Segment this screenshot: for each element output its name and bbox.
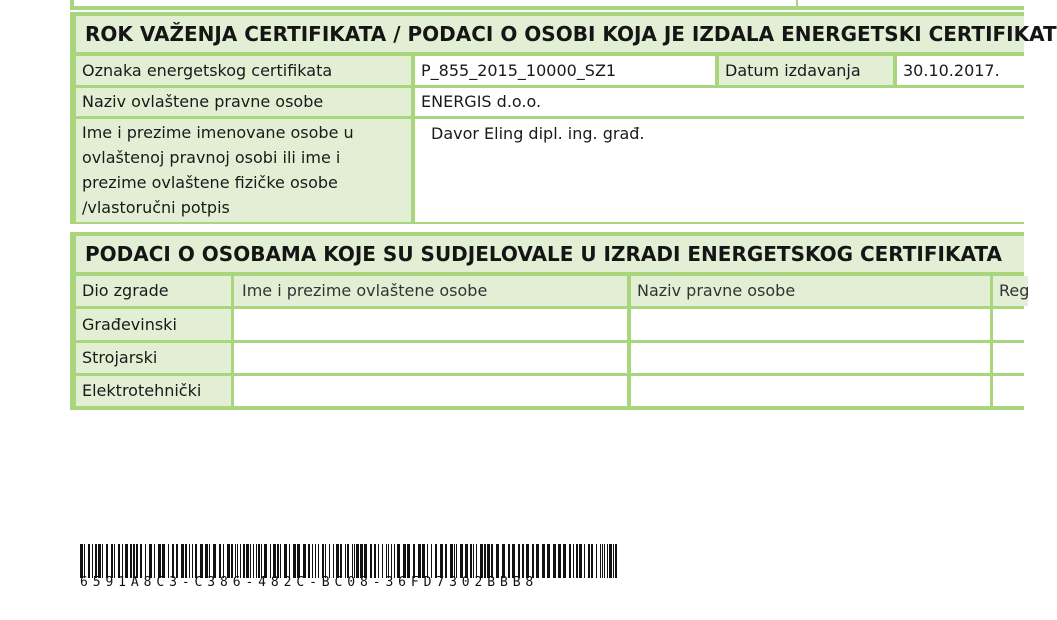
barcode-bar bbox=[508, 544, 510, 578]
barcode-bar bbox=[185, 544, 187, 578]
barcode-bar bbox=[512, 544, 515, 578]
table-cell bbox=[631, 343, 990, 373]
barcode-bar bbox=[84, 544, 85, 578]
barcode-bar bbox=[602, 544, 603, 578]
barcode-bar bbox=[573, 544, 574, 578]
authorized-person-label-line: Ime i prezime imenovane osobe u bbox=[82, 123, 354, 142]
barcode-bar bbox=[431, 544, 432, 578]
previous-section-fragment bbox=[70, 0, 1024, 10]
barcode-bar bbox=[518, 544, 520, 578]
barcode-bar bbox=[491, 544, 493, 578]
participants-section bbox=[70, 232, 1030, 410]
barcode-bar bbox=[403, 544, 406, 578]
barcode-bar bbox=[370, 544, 372, 578]
barcode-bar bbox=[253, 544, 254, 578]
barcode-bar bbox=[106, 544, 108, 578]
barcode-bar bbox=[394, 544, 395, 578]
barcode-bar bbox=[526, 544, 529, 578]
cert-number-value: P_855_2015_10000_SZ1 bbox=[415, 56, 715, 85]
section-title-validity: ROK VAŽENJA CERTIFIKATA / PODACI O OSOBI KOJA JE IZDALA ENERGETSKI CERTIFIKAT bbox=[76, 16, 1024, 52]
barcode-bar bbox=[205, 544, 208, 578]
barcode-bar bbox=[80, 544, 83, 578]
barcode-bar bbox=[386, 544, 387, 578]
barcode-bar bbox=[277, 544, 279, 578]
barcode-bar bbox=[374, 544, 376, 578]
barcode-bar bbox=[261, 544, 262, 578]
barcode-bar bbox=[227, 544, 230, 578]
barcode-bar bbox=[470, 544, 472, 578]
barcode-bar bbox=[460, 544, 463, 578]
barcode-bar bbox=[615, 544, 617, 578]
barcode-bar bbox=[563, 544, 566, 578]
issue-date-label: Datum izdavanja bbox=[719, 56, 893, 85]
barcode-bar bbox=[122, 544, 123, 578]
barcode-bar bbox=[487, 544, 490, 578]
column-header-legal-entity: Naziv pravne osobe bbox=[631, 276, 990, 306]
barcode-bar bbox=[502, 544, 505, 578]
barcode-bar bbox=[111, 544, 113, 578]
barcode-bar bbox=[427, 544, 428, 578]
barcode-bar bbox=[476, 544, 477, 578]
barcode-bar bbox=[293, 544, 296, 578]
barcode-bar bbox=[547, 544, 550, 578]
barcode-bar bbox=[243, 544, 245, 578]
barcode-bar bbox=[600, 544, 601, 578]
barcode-bar bbox=[145, 544, 146, 578]
barcode-bar bbox=[181, 544, 184, 578]
barcode-bar bbox=[454, 544, 455, 578]
barcode-bars bbox=[80, 544, 620, 578]
barcode-bar bbox=[200, 544, 203, 578]
barcode-bar bbox=[98, 544, 101, 578]
barcode-bar bbox=[219, 544, 221, 578]
authorized-person-label-line: /vlastoručni potpis bbox=[82, 198, 230, 217]
barcode-bar bbox=[440, 544, 443, 578]
barcode-bar bbox=[456, 544, 457, 578]
column-header-registration: Reg bbox=[993, 276, 1028, 306]
document-barcode bbox=[80, 544, 620, 592]
barcode-bar bbox=[308, 544, 310, 578]
barcode-bar bbox=[168, 544, 169, 578]
previous-section-divider bbox=[796, 0, 798, 6]
barcode-bar bbox=[315, 544, 316, 578]
barcode-bar bbox=[407, 544, 410, 578]
barcode-bar bbox=[270, 544, 271, 578]
barcode-bar bbox=[345, 544, 346, 578]
barcode-bar bbox=[158, 544, 161, 578]
barcode-bar bbox=[149, 544, 152, 578]
barcode-bar bbox=[333, 544, 334, 578]
barcode-bar bbox=[480, 544, 483, 578]
barcode-bar bbox=[246, 544, 249, 578]
barcode-bar bbox=[382, 544, 383, 578]
legal-entity-value: ENERGIS d.o.o. bbox=[415, 88, 1028, 116]
barcode-bar bbox=[280, 544, 281, 578]
barcode-bar bbox=[312, 544, 313, 578]
barcode-bar bbox=[569, 544, 571, 578]
certificate-validity-section bbox=[70, 12, 1057, 224]
barcode-bar bbox=[553, 544, 556, 578]
barcode-bar bbox=[118, 544, 120, 578]
barcode-bar bbox=[536, 544, 539, 578]
authorized-person-label-line: ovlaštenoj pravnoj osobi ili ime i bbox=[82, 148, 341, 167]
barcode-bar bbox=[347, 544, 349, 578]
barcode-bar bbox=[465, 544, 468, 578]
barcode-bar bbox=[102, 544, 103, 578]
barcode-bar bbox=[607, 544, 608, 578]
barcode-bar bbox=[496, 544, 499, 578]
authorized-person-label bbox=[76, 119, 411, 222]
barcode-bar bbox=[237, 544, 238, 578]
barcode-bar bbox=[133, 544, 135, 578]
column-header-building-part: Dio zgrade bbox=[76, 276, 231, 306]
barcode-bar bbox=[435, 544, 437, 578]
barcode-bar bbox=[235, 544, 236, 578]
table-cell bbox=[234, 309, 627, 340]
barcode-bar bbox=[388, 544, 389, 578]
barcode-bar bbox=[140, 544, 142, 578]
table-cell bbox=[234, 343, 627, 373]
barcode-bar bbox=[397, 544, 400, 578]
table-cell bbox=[993, 376, 1028, 406]
barcode-bar bbox=[579, 544, 582, 578]
authorized-person-value: Davor Eling dipl. ing. građ. bbox=[415, 119, 1028, 222]
barcode-bar bbox=[484, 544, 486, 578]
barcode-bar bbox=[391, 544, 392, 578]
barcode-text: 6591A8C3-C386-482C-BC08-36FD7302BBB8 bbox=[80, 575, 539, 590]
barcode-bar bbox=[136, 544, 138, 578]
barcode-bar bbox=[318, 544, 319, 578]
barcode-bar bbox=[95, 544, 97, 578]
barcode-bar bbox=[378, 544, 379, 578]
barcode-bar bbox=[364, 544, 367, 578]
barcode-bar bbox=[558, 544, 561, 578]
column-header-person-name: Ime i prezime ovlaštene osobe bbox=[234, 276, 627, 306]
barcode-bar bbox=[542, 544, 545, 578]
table-cell bbox=[234, 376, 627, 406]
legal-entity-label: Naziv ovlaštene pravne osobe bbox=[76, 88, 411, 116]
barcode-bar bbox=[154, 544, 155, 578]
barcode-bar bbox=[413, 544, 415, 578]
barcode-bar bbox=[418, 544, 421, 578]
barcode-bar bbox=[329, 544, 330, 578]
barcode-bar bbox=[604, 544, 605, 578]
authorized-person-label-line: prezime ovlaštene fizičke osobe bbox=[82, 173, 338, 192]
barcode-bar bbox=[213, 544, 216, 578]
barcode-bar bbox=[303, 544, 306, 578]
barcode-bar bbox=[613, 544, 614, 578]
table-cell bbox=[631, 309, 990, 340]
barcode-bar bbox=[223, 544, 224, 578]
barcode-bar bbox=[522, 544, 524, 578]
barcode-bar bbox=[297, 544, 300, 578]
barcode-bar bbox=[258, 544, 260, 578]
barcode-bar bbox=[445, 544, 447, 578]
barcode-bar bbox=[609, 544, 612, 578]
row-label-mechanical: Strojarski bbox=[76, 343, 231, 373]
barcode-bar bbox=[114, 544, 115, 578]
barcode-bar bbox=[289, 544, 290, 578]
cert-number-label: Oznaka energetskog certifikata bbox=[76, 56, 411, 85]
barcode-bar bbox=[588, 544, 590, 578]
barcode-bar bbox=[284, 544, 287, 578]
barcode-bar bbox=[231, 544, 233, 578]
barcode-bar bbox=[264, 544, 267, 578]
barcode-bar bbox=[240, 544, 241, 578]
barcode-bar bbox=[354, 544, 355, 578]
barcode-bar bbox=[172, 544, 174, 578]
barcode-bar bbox=[250, 544, 251, 578]
barcode-bar bbox=[532, 544, 534, 578]
barcode-bar bbox=[360, 544, 363, 578]
row-label-civil: Građevinski bbox=[76, 309, 231, 340]
barcode-bar bbox=[422, 544, 425, 578]
barcode-bar bbox=[125, 544, 128, 578]
barcode-bar bbox=[356, 544, 359, 578]
issue-date-value: 30.10.2017. bbox=[897, 56, 1028, 85]
barcode-bar bbox=[576, 544, 578, 578]
table-cell bbox=[631, 376, 990, 406]
barcode-bar bbox=[92, 544, 93, 578]
barcode-bar bbox=[209, 544, 210, 578]
barcode-bar bbox=[88, 544, 90, 578]
barcode-bar bbox=[325, 544, 326, 578]
table-cell bbox=[993, 343, 1028, 373]
barcode-bar bbox=[584, 544, 585, 578]
barcode-bar bbox=[596, 544, 597, 578]
barcode-bar bbox=[189, 544, 190, 578]
barcode-bar bbox=[192, 544, 193, 578]
barcode-bar bbox=[322, 544, 324, 578]
barcode-bar bbox=[162, 544, 165, 578]
barcode-bar bbox=[473, 544, 474, 578]
barcode-bar bbox=[273, 544, 276, 578]
barcode-bar bbox=[450, 544, 453, 578]
barcode-bar bbox=[176, 544, 178, 578]
barcode-bar bbox=[340, 544, 342, 578]
barcode-bar bbox=[195, 544, 197, 578]
table-cell bbox=[993, 309, 1028, 340]
barcode-bar bbox=[352, 544, 353, 578]
barcode-bar bbox=[336, 544, 339, 578]
row-label-electrical: Elektrotehnički bbox=[76, 376, 231, 406]
barcode-bar bbox=[256, 544, 257, 578]
section-title-participants: PODACI O OSOBAMA KOJE SU SUDJELOVALE U IZRADI ENERGETSKOG CERTIFIKATA bbox=[76, 236, 1024, 272]
barcode-bar bbox=[130, 544, 132, 578]
barcode-bar bbox=[591, 544, 593, 578]
